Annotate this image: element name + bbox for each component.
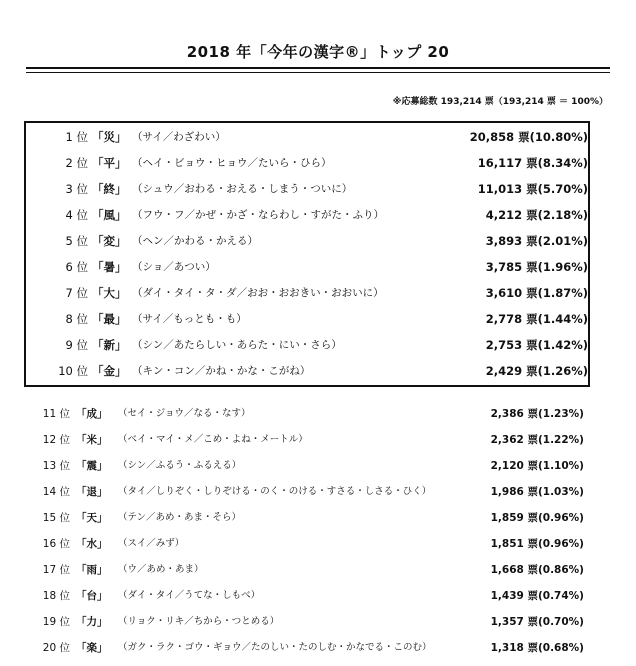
vote-count: 1,439 票(0.74%) xyxy=(490,590,584,602)
rank-label: 16 位 xyxy=(42,538,70,550)
kanji: 「成」 xyxy=(76,408,108,420)
rank-label: 20 位 xyxy=(42,642,70,654)
kanji-reading: （ヘイ・ビョウ・ヒョウ／たいら・ひら） xyxy=(132,157,332,169)
rank-label: 9 位 xyxy=(65,338,88,352)
rank-label: 11 位 xyxy=(42,408,70,420)
kanji-reading: （フウ・フ／かぜ・かざ・ならわし・すがた・ふり） xyxy=(132,209,384,221)
vote-count: 2,362 票(1.22%) xyxy=(490,434,584,446)
vote-count: 2,120 票(1.10%) xyxy=(490,460,584,472)
vote-count: 3,610 票(1.87%) xyxy=(485,286,588,300)
rank-label: 12 位 xyxy=(42,434,70,446)
kanji-reading: （シン／あたらしい・あらた・にい・さら） xyxy=(132,339,342,351)
vote-count: 1,668 票(0.86%) xyxy=(490,564,584,576)
rank-label: 5 位 xyxy=(65,234,88,248)
vote-count: 20,858 票(10.80%) xyxy=(469,130,588,144)
kanji-reading: （ヘン／かわる・かえる） xyxy=(132,235,258,247)
kanji-reading: （スイ／みず） xyxy=(118,538,185,549)
ranking-row xyxy=(48,281,588,305)
kanji: 「終」 xyxy=(92,182,127,196)
kanji-reading: （ガク・ラク・ゴウ・ギョウ／たのしい・たのしむ・かなでる・このむ） xyxy=(118,642,432,653)
vote-count: 2,429 票(1.26%) xyxy=(485,364,588,378)
vote-count: 2,753 票(1.42%) xyxy=(485,338,588,352)
vote-count: 3,893 票(2.01%) xyxy=(485,234,588,248)
kanji-reading: （タイ／しりぞく・しりぞける・のく・のける・すさる・しさる・ひく） xyxy=(118,486,432,497)
ranking-row xyxy=(28,480,584,504)
kanji: 「雨」 xyxy=(76,564,108,576)
rank-label: 8 位 xyxy=(65,312,88,326)
title-rule-thin xyxy=(26,72,610,73)
rank-label: 3 位 xyxy=(65,182,88,196)
rank-label: 13 位 xyxy=(42,460,70,472)
ranking-row xyxy=(28,402,584,426)
kanji-reading: （テン／あめ・あま・そら） xyxy=(118,512,242,523)
title-rule-thick xyxy=(26,67,610,69)
kanji: 「退」 xyxy=(76,486,108,498)
rank-label: 4 位 xyxy=(65,208,88,222)
kanji: 「災」 xyxy=(92,130,127,144)
kanji: 「大」 xyxy=(92,286,127,300)
kanji: 「震」 xyxy=(76,460,108,472)
ranking-row xyxy=(48,151,588,175)
kanji-reading: （キン・コン／かね・かな・こがね） xyxy=(132,365,311,377)
kanji-reading: （ベイ・マイ・メ／こめ・よね・メートル） xyxy=(118,434,308,445)
rank-label: 2 位 xyxy=(65,156,88,170)
kanji-reading: （シン／ふるう・ふるえる） xyxy=(118,460,242,471)
ranking-row xyxy=(28,532,584,556)
kanji: 「新」 xyxy=(92,338,127,352)
kanji-reading: （サイ／わざわい） xyxy=(132,131,226,143)
ranking-row xyxy=(28,558,584,582)
ranking-row xyxy=(48,125,588,149)
rank-label: 6 位 xyxy=(65,260,88,274)
ranking-row xyxy=(48,203,588,227)
vote-count: 3,785 票(1.96%) xyxy=(485,260,588,274)
ranking-row xyxy=(28,506,584,530)
ranking-row xyxy=(48,333,588,357)
vote-count: 1,318 票(0.68%) xyxy=(490,642,584,654)
vote-count: 2,778 票(1.44%) xyxy=(485,312,588,326)
rank-label: 14 位 xyxy=(42,486,70,498)
kanji-reading: （ダイ・タイ／うてな・しもべ） xyxy=(118,590,261,601)
vote-count: 1,859 票(0.96%) xyxy=(490,512,584,524)
kanji: 「天」 xyxy=(76,512,108,524)
ranking-row xyxy=(48,177,588,201)
kanji-reading: （サイ／もっとも・も） xyxy=(132,313,247,325)
kanji-reading: （シュウ／おわる・おえる・しまう・ついに） xyxy=(132,183,353,195)
kanji-reading: （ウ／あめ・あま） xyxy=(118,564,204,575)
vote-count: 1,851 票(0.96%) xyxy=(490,538,584,550)
vote-count: 1,357 票(0.70%) xyxy=(490,616,584,628)
vote-count: 16,117 票(8.34%) xyxy=(477,156,588,170)
page-title: 2018 年「今年の漢字®」トップ 20 xyxy=(186,43,450,61)
rank-label: 19 位 xyxy=(42,616,70,628)
ranking-row xyxy=(48,255,588,279)
kanji: 「楽」 xyxy=(76,642,108,654)
top10-box xyxy=(24,121,590,387)
rank-label: 17 位 xyxy=(42,564,70,576)
ranking-row xyxy=(48,229,588,253)
vote-count: 1,986 票(1.03%) xyxy=(490,486,584,498)
rank-label: 18 位 xyxy=(42,590,70,602)
total-entries-note: ※応募総数 193,214 票（193,214 票 ＝ 100%） xyxy=(392,97,608,107)
vote-count: 11,013 票(5.70%) xyxy=(477,182,588,196)
kanji: 「風」 xyxy=(92,208,127,222)
kanji: 「暑」 xyxy=(92,260,127,274)
kanji: 「水」 xyxy=(76,538,108,550)
kanji: 「平」 xyxy=(92,156,127,170)
kanji-reading: （リョク・リキ／ちから・つとめる） xyxy=(118,616,280,627)
rank-label: 15 位 xyxy=(42,512,70,524)
ranking-row xyxy=(48,359,588,383)
kanji-reading: （ショ／あつい） xyxy=(132,261,216,273)
kanji-reading: （セイ・ジョウ／なる・なす） xyxy=(118,408,251,419)
kanji: 「変」 xyxy=(92,234,127,248)
rank-label: 1 位 xyxy=(65,130,88,144)
ranking-row xyxy=(28,610,584,634)
kanji: 「米」 xyxy=(76,434,108,446)
ranking-row xyxy=(48,307,588,331)
kanji: 「金」 xyxy=(92,364,127,378)
kanji: 「台」 xyxy=(76,590,108,602)
vote-count: 4,212 票(2.18%) xyxy=(485,208,588,222)
kanji: 「最」 xyxy=(92,312,127,326)
rank-label: 10 位 xyxy=(58,364,88,378)
rank-label: 7 位 xyxy=(65,286,88,300)
vote-count: 2,386 票(1.23%) xyxy=(490,408,584,420)
kanji-reading: （ダイ・タイ・タ・ダ／おお・おおきい・おおいに） xyxy=(132,287,384,299)
ranking-row xyxy=(28,584,584,608)
ranking-row xyxy=(28,454,584,478)
ranking-row xyxy=(28,636,584,660)
ranking-row xyxy=(28,428,584,452)
kanji: 「力」 xyxy=(76,616,108,628)
